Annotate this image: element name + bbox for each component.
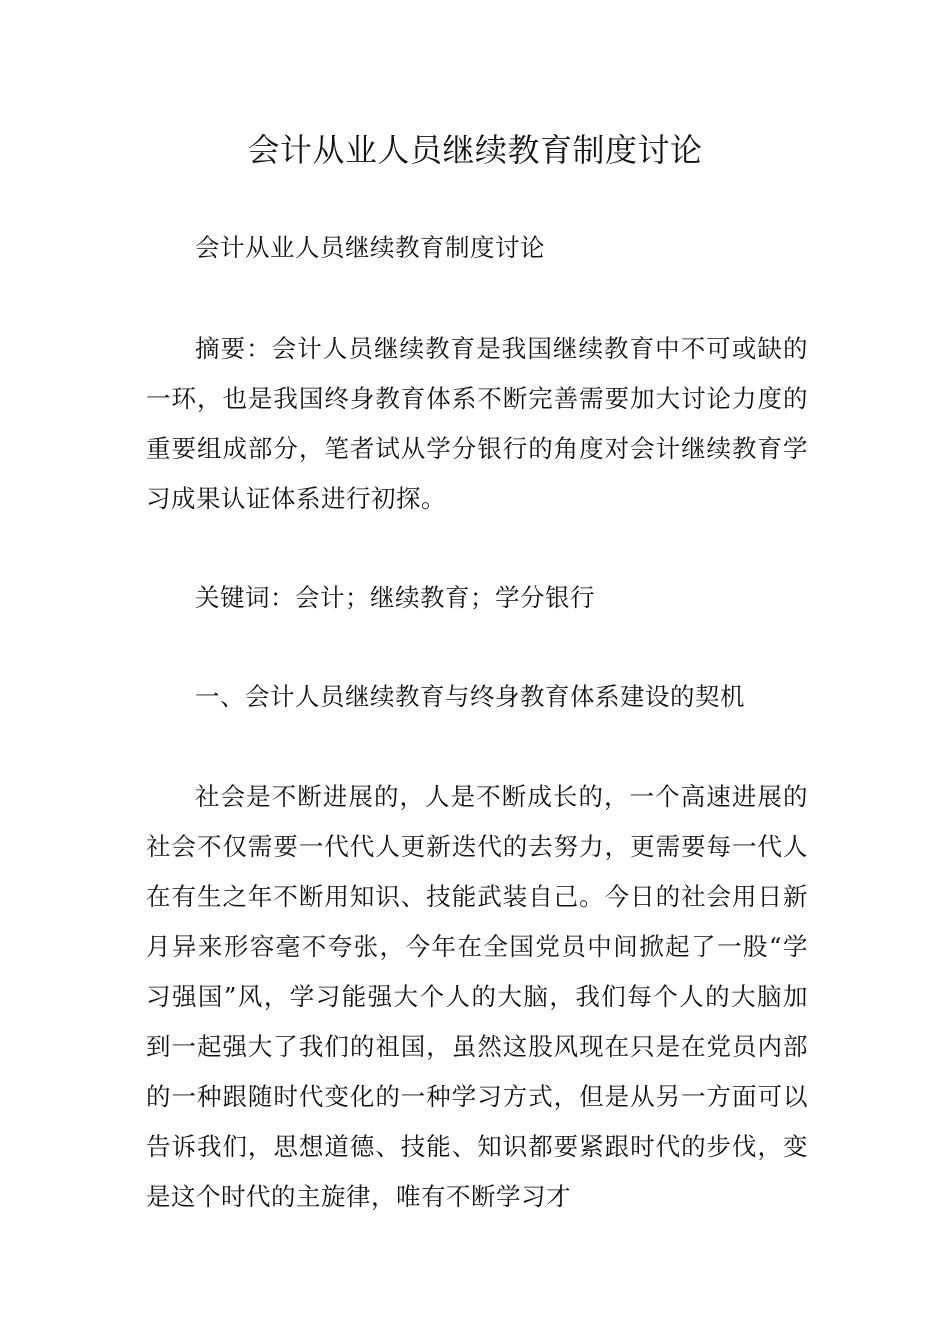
abstract-paragraph: 摘要：会计人员继续教育是我国继续教育中不可或缺的一环，也是我国终身教育体系不断完善需要加大讨论力度的重要组成部分，笔者试从学分银行的角度对会计继续教育学习成果认证体系进行初探。 [146,334,808,513]
body-paragraph: 社会是不断进展的，人是不断成长的，一个高速进展的社会不仅需要一代代人更新迭代的去努力，更需要每一代人在有生之年不断用知识、技能武装自己。今日的社会用日新月异来形容毫不夸张，今年在全国党员中间掀起了一股“学习强国”风，学习能强大个人的大脑，我们每个人的大脑加到一起强大了我们的祖国，虽然这股风现在只是在党员内部的一种跟随时代变化的一种学习方式，但是从另一方面可以告诉我们，思想道德、技能、知识都要紧跟时代的步伐，变是这个时代的主旋律，唯有不断学习才 [146,782,808,1211]
document-subtitle: 会计从业人员继续教育制度讨论 [195,233,545,262]
section-heading: 一、会计人员继续教育与终身教育体系建设的契机 [195,682,745,711]
keywords-line: 关键词：会计；继续教育；学分银行 [195,583,595,612]
document-title: 会计从业人员继续教育制度讨论 [247,131,703,169]
